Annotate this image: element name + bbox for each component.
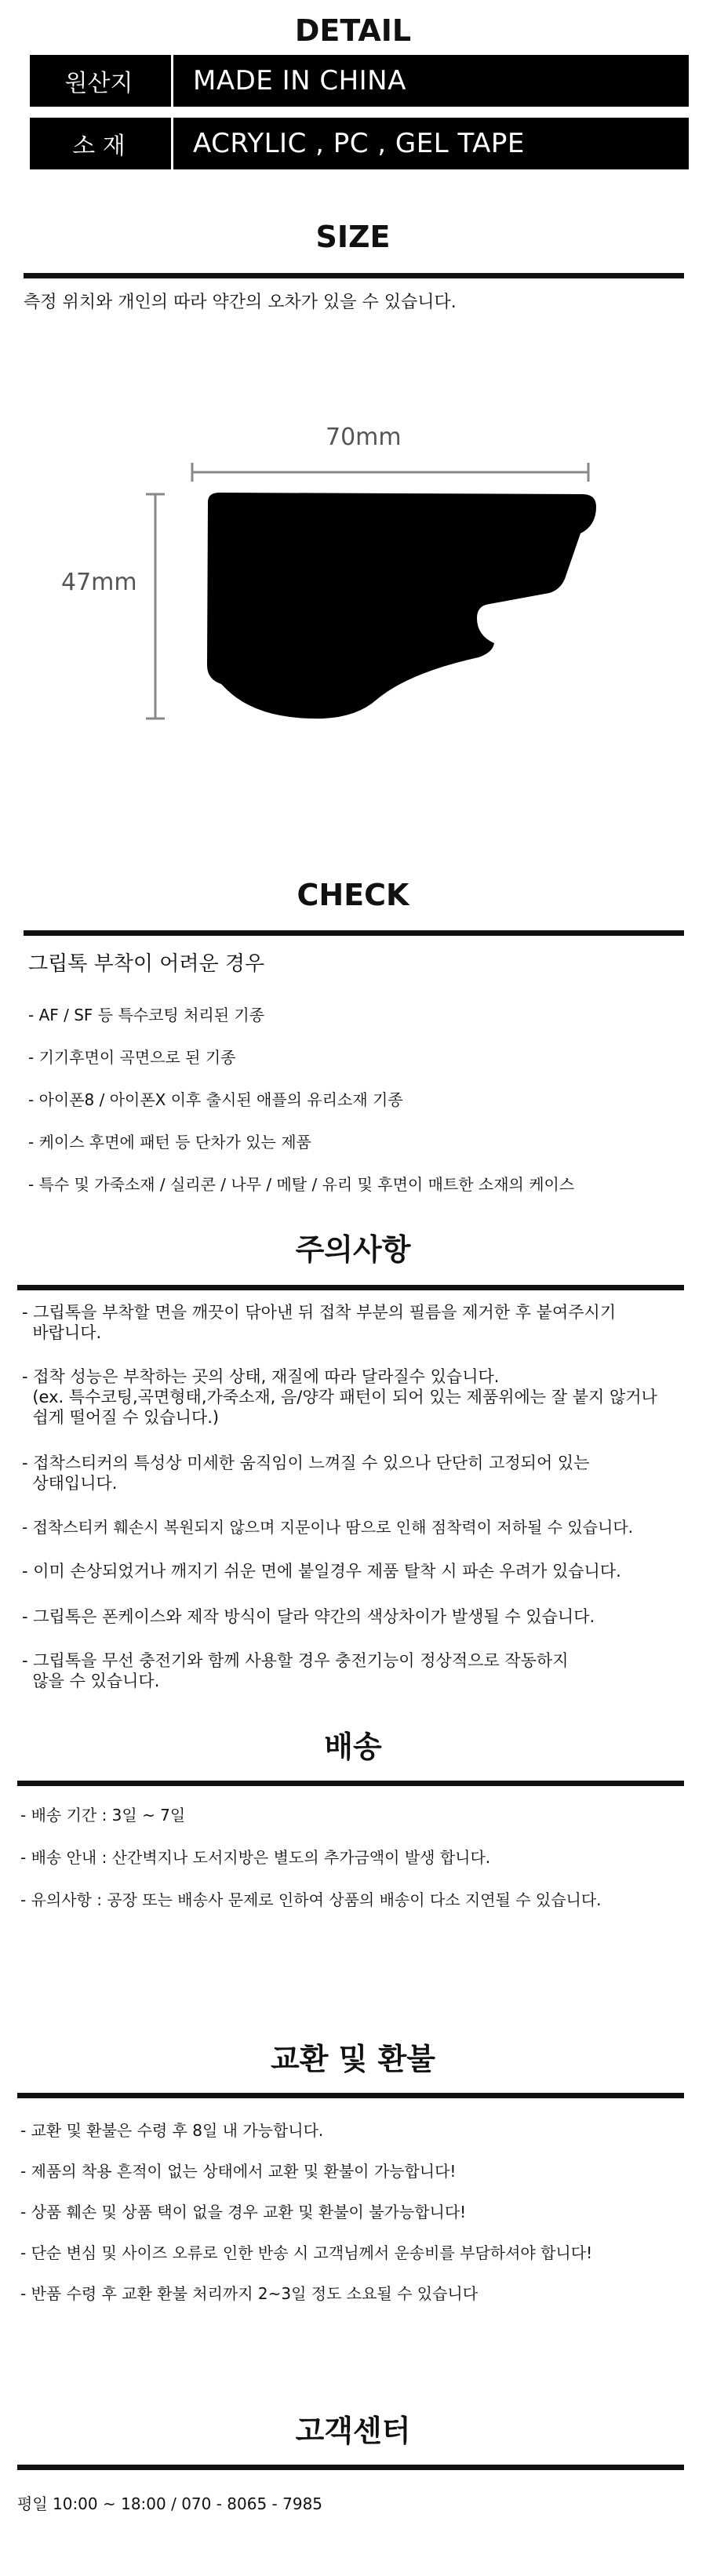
detail-label: 소 재 bbox=[72, 133, 126, 160]
cs-title: 고객센터 bbox=[295, 2414, 411, 2448]
width-label: 70mm bbox=[326, 424, 402, 451]
refund-item: - 단순 변심 및 사이즈 오류로 인한 반송 시 고객님께서 운송비를 부담하셔야 합니다! bbox=[20, 2243, 593, 2262]
check-title: CHECK bbox=[297, 878, 409, 912]
size-rule bbox=[24, 273, 684, 278]
height-label: 47mm bbox=[61, 569, 137, 596]
detail-title: DETAIL bbox=[294, 13, 412, 48]
check-rule bbox=[24, 930, 684, 936]
detail-value: ACRYLIC , PC , GEL TAPE bbox=[193, 128, 525, 159]
cs-rule bbox=[17, 2465, 684, 2470]
check-item: - 기기후면이 곡면으로 된 기종 bbox=[28, 1048, 236, 1067]
size-title: SIZE bbox=[315, 220, 391, 254]
shipping-item: - 유의사항 : 공장 또는 배송사 문제로 인하여 상품의 배송이 다소 지연될 수 있습니다. bbox=[20, 1890, 602, 1909]
caution-item: - 접착스티커 훼손시 복원되지 않으며 지문이나 땀으로 인해 점착력이 저하될 수 있습니다. bbox=[22, 1518, 634, 1537]
size-note: 측정 위치와 개인의 따라 약간의 오차가 있을 수 있습니다. bbox=[24, 293, 457, 312]
refund-title: 교환 및 환불 bbox=[271, 2042, 435, 2076]
refund-item: - 교환 및 환불은 수령 후 8일 내 가능합니다. bbox=[20, 2121, 324, 2140]
detail-value: MADE IN CHINA bbox=[193, 65, 406, 96]
detail-row-material bbox=[30, 118, 689, 169]
shipping-item: - 배송 안내 : 산간벽지나 도서지방은 별도의 추가금액이 발생 합니다. bbox=[20, 1848, 491, 1867]
shipping-item: - 배송 기간 : 3일 ~ 7일 bbox=[20, 1806, 186, 1825]
refund-rule bbox=[17, 2093, 684, 2098]
caution-item: - 그립톡을 무선 충전기와 함께 사용할 경우 충전기능이 정상적으로 작동하지 않을 수 있습니다. bbox=[22, 1651, 569, 1690]
size-diagram bbox=[47, 408, 612, 753]
caution-item: - 이미 손상되었거나 깨지기 쉬운 면에 붙일경우 제품 탈착 시 파손 우려가 있습니다. bbox=[22, 1562, 621, 1581]
refund-item: - 반품 수령 후 교환 환불 처리까지 2~3일 정도 소요될 수 있습니다 bbox=[20, 2284, 479, 2303]
check-item: - 케이스 후면에 패턴 등 단차가 있는 제품 bbox=[28, 1133, 311, 1152]
caution-item: - 그립톡을 부착할 면을 깨끗이 닦아낸 뒤 접착 부분의 필름을 제거한 후 붙여주시기 바랍니다. bbox=[22, 1303, 617, 1342]
check-item: - 아이폰8 / 아이폰X 이후 출시된 애플의 유리소재 기종 bbox=[28, 1090, 403, 1109]
refund-item: - 제품의 착용 흔적이 없는 상태에서 교환 및 환불이 가능합니다! bbox=[20, 2162, 457, 2181]
detail-divider bbox=[171, 55, 173, 107]
caution-rule bbox=[17, 1285, 684, 1290]
shipping-rule bbox=[17, 1781, 684, 1786]
caution-item: - 접착스티커의 특성상 미세한 움직임이 느껴질 수 있으나 단단히 고정되어 있는 상태입니다. bbox=[22, 1454, 590, 1493]
caution-title: 주의사항 bbox=[295, 1232, 411, 1267]
detail-row-origin bbox=[30, 55, 689, 107]
refund-item: - 상품 훼손 및 상품 택이 없을 경우 교환 및 환불이 불가능합니다! bbox=[20, 2203, 467, 2221]
check-item: - 특수 및 가죽소재 / 실리콘 / 나무 / 메탈 / 유리 및 후면이 매트한 소재의 케이스 bbox=[28, 1175, 575, 1194]
shipping-title: 배송 bbox=[324, 1730, 382, 1764]
caution-item: - 그립톡은 폰케이스와 제작 방식이 달라 약간의 색상차이가 발생될 수 있습니다. bbox=[22, 1607, 595, 1626]
check-lead: 그립톡 부착이 어려운 경우 bbox=[28, 952, 265, 976]
check-item: - AF / SF 등 특수코팅 처리된 기종 bbox=[28, 1006, 265, 1024]
detail-divider bbox=[171, 118, 173, 169]
detail-label: 원산지 bbox=[64, 70, 133, 97]
caution-item: - 접착 성능은 부착하는 곳의 상태, 재질에 따라 달라질수 있습니다. (ex. 특수코팅,곡면형태,가죽소재, 음/양각 패턴이 되어 있는 제품위에는 잘 붙지 않거나 쉽게 떨어질 수 있습니다.) bbox=[22, 1367, 657, 1427]
cs-hours: 평일 10:00 ~ 18:00 / 070 - 8065 - 7985 bbox=[17, 2494, 323, 2513]
